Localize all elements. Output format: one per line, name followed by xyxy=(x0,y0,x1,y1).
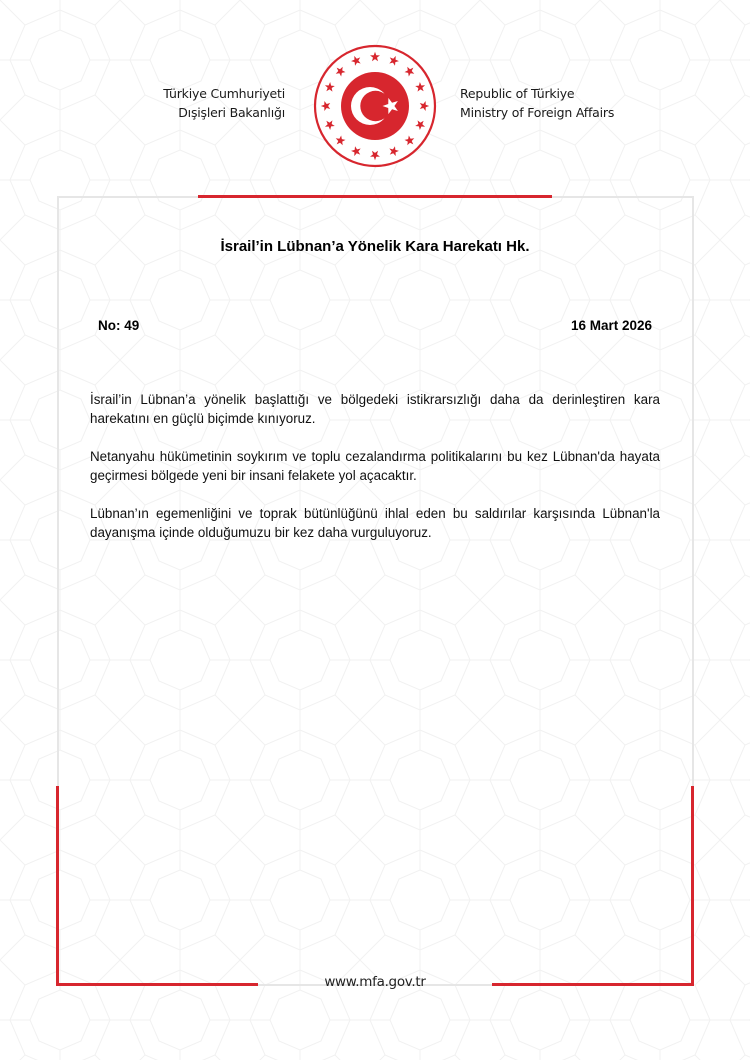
frame-left-line xyxy=(57,196,59,786)
org-name-turkish xyxy=(163,84,285,122)
body-paragraph: Netanyahu hükümetinin soykırım ve toplu cezalandırma politikalarını bu kez Lübnan'da hayata geçirmesi bölgede yeni bir insani felakete yol açacaktır. xyxy=(90,449,660,483)
body-paragraph: Lübnan’ın egemenliğini ve toprak bütünlüğünü ihlal eden bu saldırılar karşısında Lübnan'la dayanışma içinde olduğumuzu bir kez daha vurguluyoruz. xyxy=(90,506,660,540)
org-en-line2: Ministry of Foreign Affairs xyxy=(460,105,615,120)
document-body xyxy=(90,390,660,561)
org-en-line1: Republic of Türkiye xyxy=(460,86,575,101)
letterhead xyxy=(0,0,750,190)
body-paragraph: İsrail’in Lübnan’a yönelik başlattığı ve bölgedeki istikrarsızlığı daha da derinleştiren kara harekatını en güçlü biçimde kınıyoruz. xyxy=(90,392,660,426)
document-number: No: 49 xyxy=(98,318,140,333)
document-date: 16 Mart 2026 xyxy=(570,318,652,333)
org-tr-line2: Dışişleri Bakanlığı xyxy=(178,105,285,120)
org-tr-line1: Türkiye Cumhuriyeti xyxy=(163,86,285,101)
org-name-english xyxy=(460,84,614,122)
frame-right-line xyxy=(692,196,694,786)
frame-left-accent xyxy=(56,786,59,986)
crescent-star-emblem-icon xyxy=(307,38,443,174)
frame-right-accent xyxy=(691,786,694,986)
document-title: İsrail’in Lübnan’a Yönelik Kara Harekatı Hk. xyxy=(220,238,530,255)
frame-top-accent xyxy=(198,195,552,198)
footer-website-link[interactable]: www.mfa.gov.tr xyxy=(324,974,426,990)
